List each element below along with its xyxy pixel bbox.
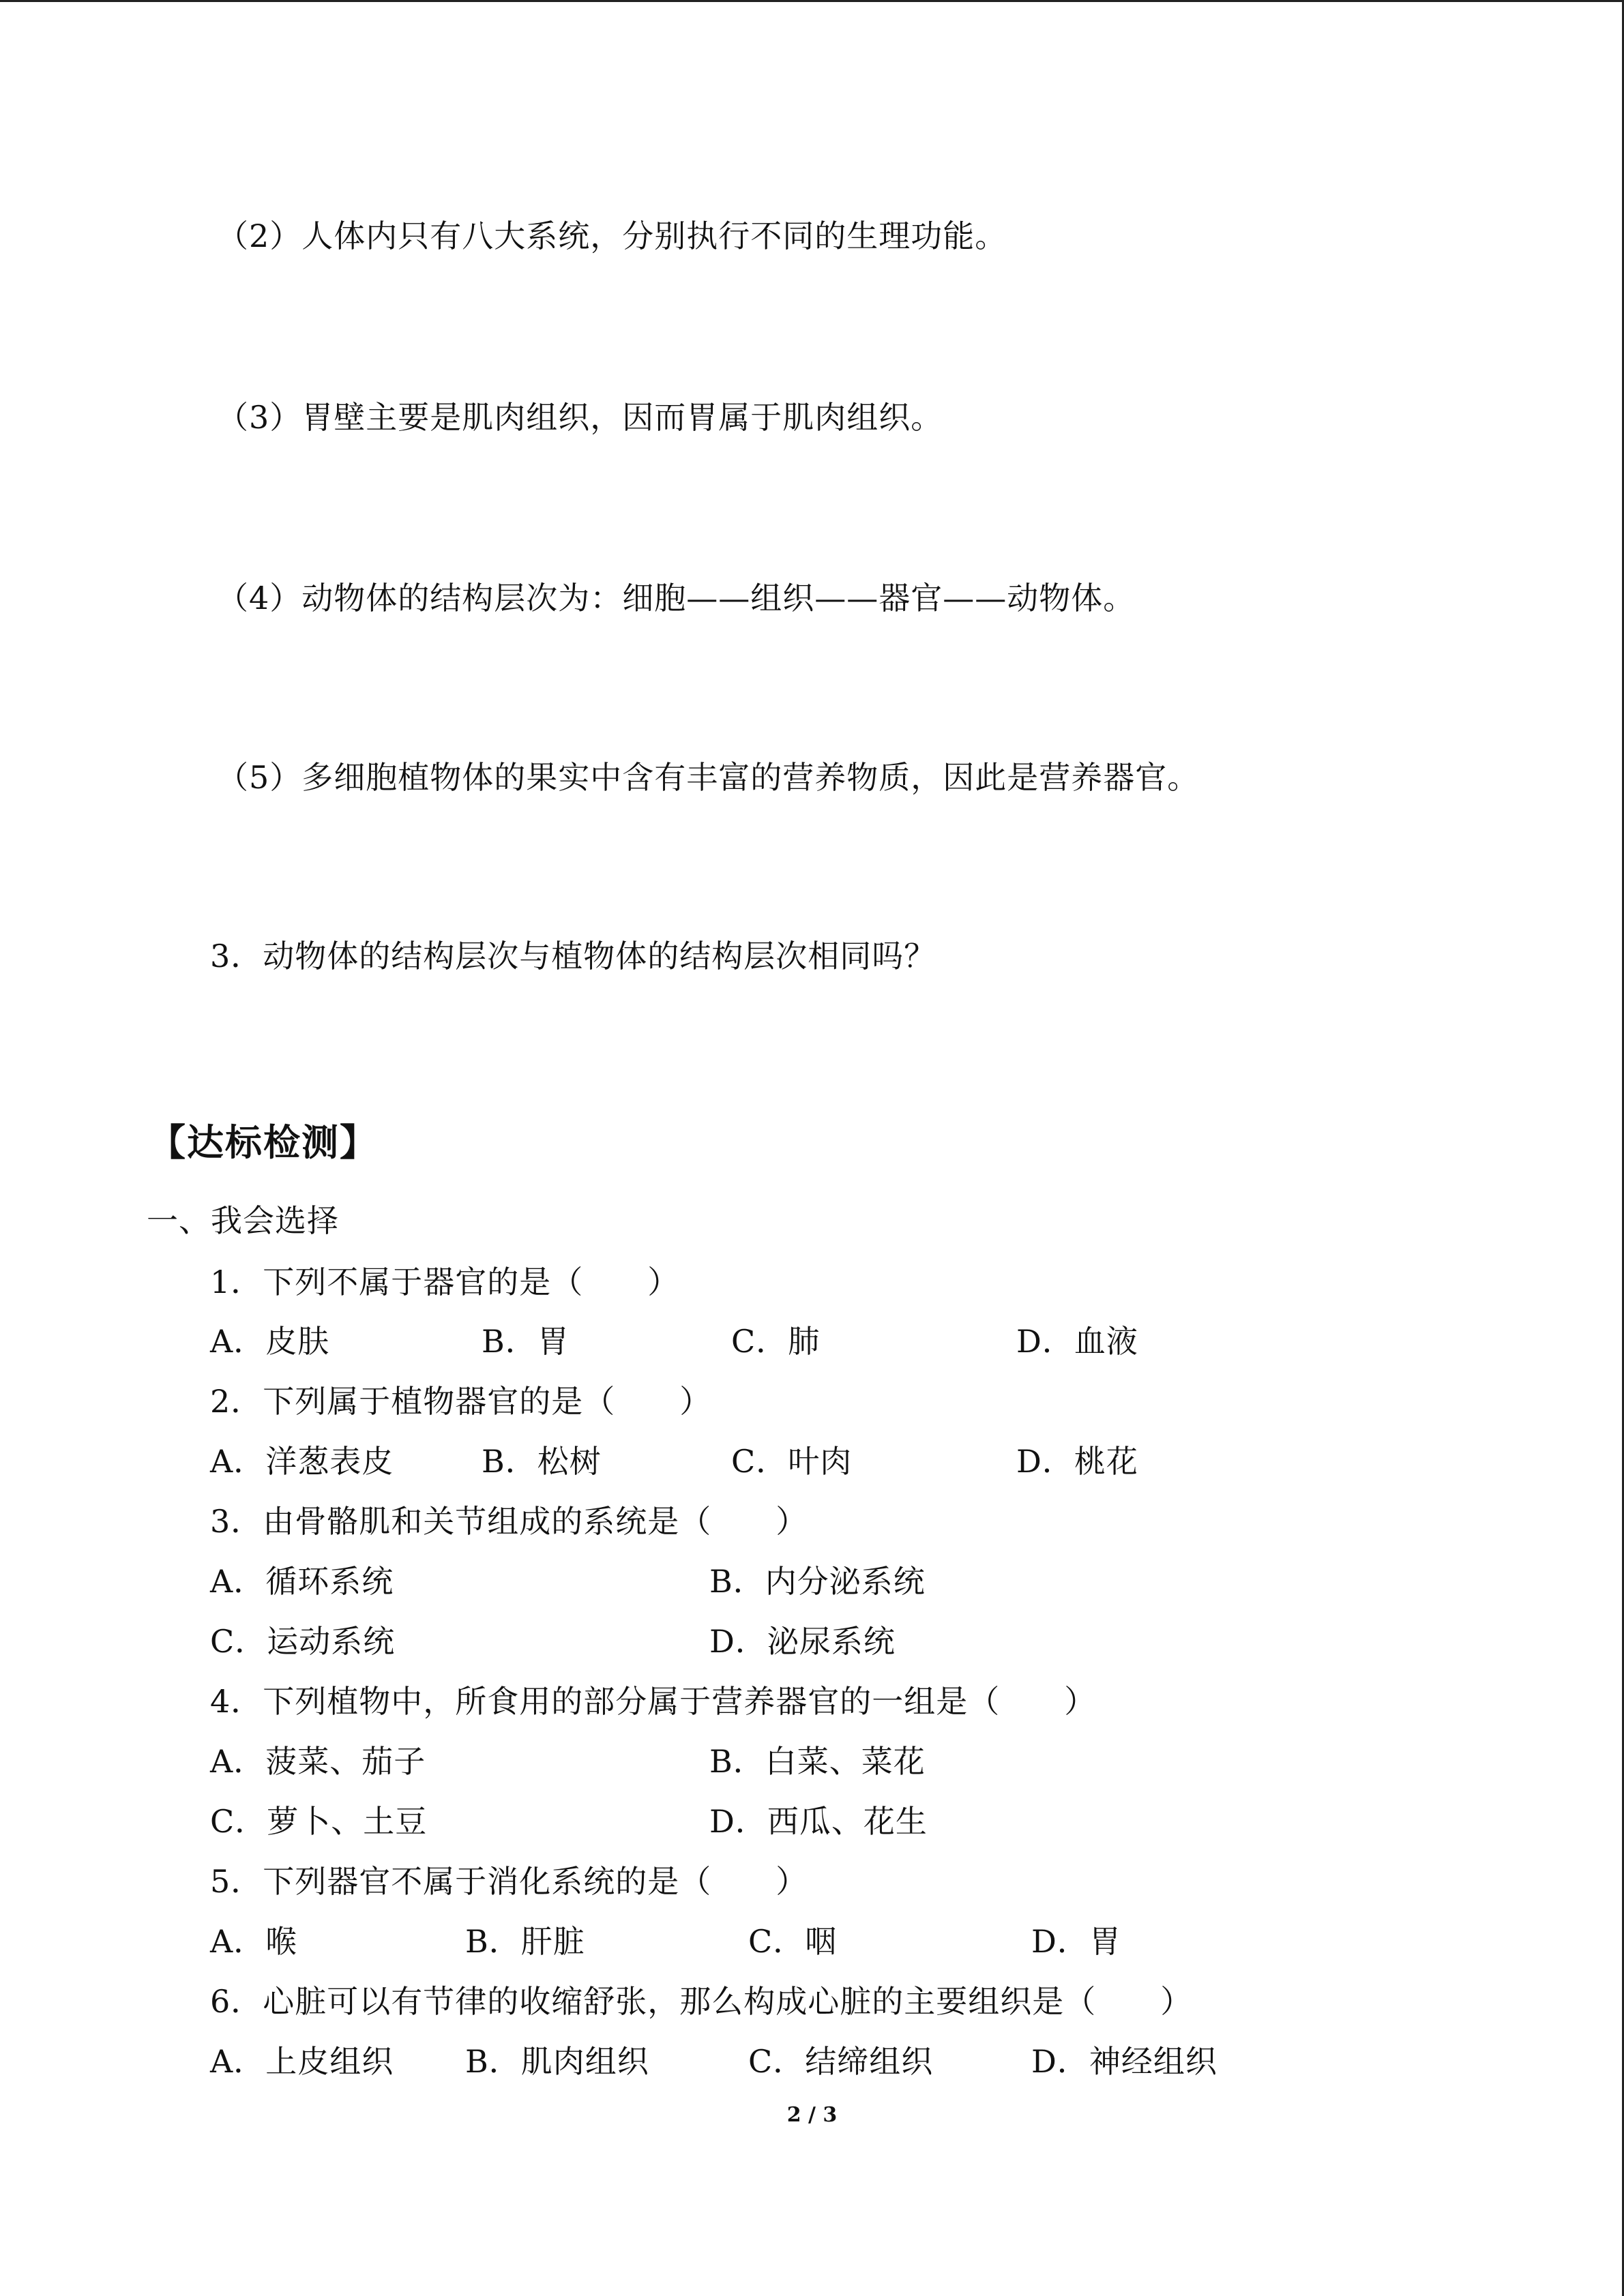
question-stem: 1．下列不属于器官的是（ ） (210, 1264, 680, 1300)
question-stem: 3．由骨骼肌和关节组成的系统是（ ） (210, 1503, 808, 1540)
option-c: C．运动系统 (210, 1623, 396, 1660)
option-a: A．喉 (210, 1923, 298, 1960)
option-d: D．桃花 (1016, 1443, 1138, 1480)
option-b: B．肌肉组织 (465, 2043, 649, 2080)
option-b: B．胃 (482, 1323, 570, 1360)
option-b: B．白菜、菜花 (709, 1743, 926, 1780)
comparison-question: 3．动物体的结构层次与植物体的结构层次相同吗？ (210, 938, 936, 974)
option-d: D．泌尿系统 (709, 1623, 896, 1660)
option-d: D．胃 (1031, 1923, 1121, 1960)
option-a: A．皮肤 (210, 1323, 330, 1360)
option-b: B．内分泌系统 (709, 1563, 926, 1600)
question-stem: 2．下列属于植物器官的是（ ） (210, 1383, 712, 1420)
judgement-4: （4）动物体的结构层次为：细胞——组织——器官——动物体。 (217, 580, 1136, 616)
judgement-2: （2）人体内只有八大系统，分别执行不同的生理功能。 (217, 218, 1007, 254)
judgement-3: （3）胃壁主要是肌肉组织，因而胃属于肌肉组织。 (217, 399, 943, 436)
option-d: D．神经组织 (1031, 2043, 1217, 2080)
question-stem: 4．下列植物中，所食用的部分属于营养器官的一组是（ ） (210, 1683, 1097, 1720)
option-b: B．肝脏 (465, 1923, 585, 1960)
top-border (0, 0, 1624, 2)
option-a: A．菠菜、茄子 (210, 1743, 426, 1780)
option-c: C．肺 (731, 1323, 821, 1360)
option-c: C．结缔组织 (748, 2043, 934, 2080)
option-c: C．叶肉 (731, 1443, 853, 1480)
option-d: D．血液 (1016, 1323, 1138, 1360)
part-title: 一、我会选择 (147, 1202, 339, 1239)
option-c: C．萝卜、土豆 (210, 1803, 428, 1840)
section-title: 【达标检测】 (149, 1120, 378, 1164)
judgement-5: （5）多细胞植物体的果实中含有丰富的营养物质，因此是营养器官。 (217, 759, 1200, 796)
option-a: A．洋葱表皮 (210, 1443, 394, 1480)
option-a: A．上皮组织 (210, 2043, 394, 2080)
option-a: A．循环系统 (210, 1563, 394, 1600)
question-stem: 6．心脏可以有节律的收缩舒张，那么构成心脏的主要组织是（ ） (210, 1983, 1193, 2020)
option-d: D．西瓜、花生 (709, 1803, 928, 1840)
option-b: B．松树 (482, 1443, 602, 1480)
option-c: C．咽 (748, 1923, 838, 1960)
question-stem: 5．下列器官不属于消化系统的是（ ） (210, 1863, 808, 1900)
page-number: 2 / 3 (786, 2103, 838, 2127)
